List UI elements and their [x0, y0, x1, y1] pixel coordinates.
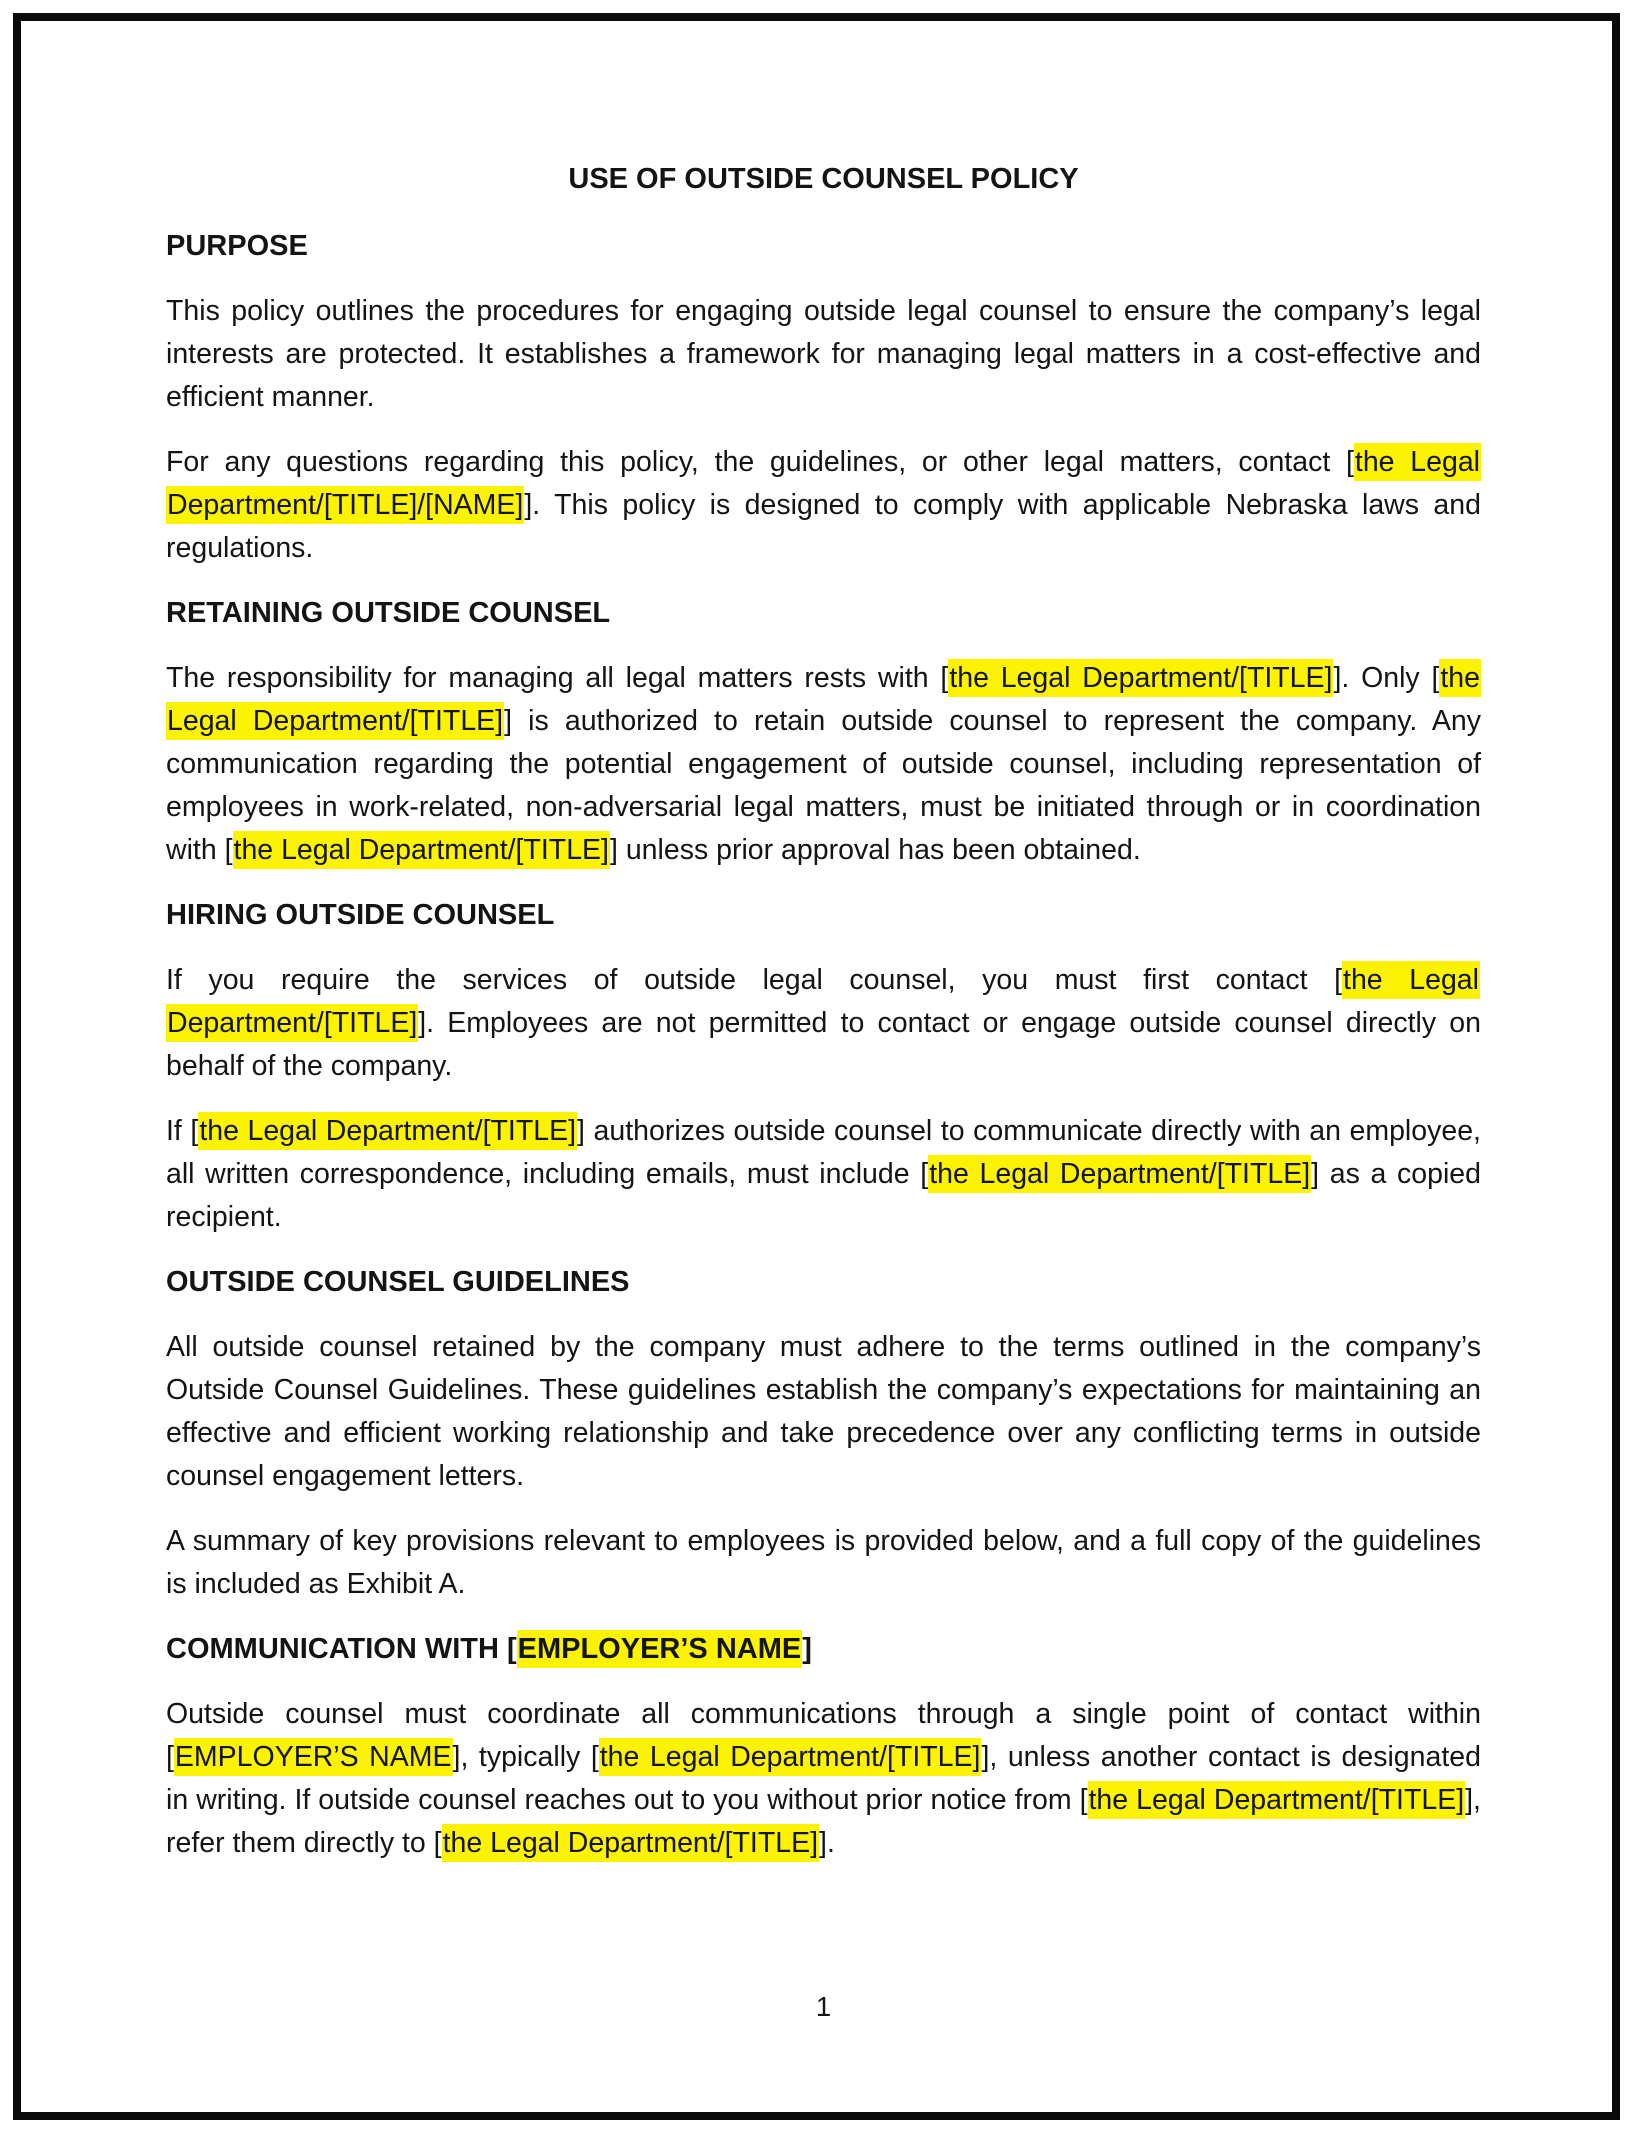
text-run: ] is authorized to retain outside counsel to represent the company. Any communication regarding the potential engagement of outside counsel, including representation of employees in work-related, non-adversarial legal matters, must be initiated through or in coordination with [: [166, 705, 1481, 866]
highlighted-placeholder: the Legal Department/[TITLE]: [198, 1112, 577, 1150]
highlighted-placeholder: the Legal Department/[TITLE]/[NAME]: [166, 443, 1481, 524]
paragraph: [166, 657, 1481, 872]
text-run: ] as a copied recipient.: [166, 1158, 1482, 1233]
section-heading: [166, 894, 1481, 937]
text-run: ]. This policy is designed to comply with applicable Nebraska laws and regulations.: [166, 489, 1481, 564]
text-run: ] unless prior approval has been obtained.: [609, 834, 1141, 866]
highlighted-placeholder: the Legal Department/[TITLE]: [442, 1824, 819, 1862]
text-run: PURPOSE: [166, 230, 308, 262]
paragraph: [166, 1110, 1481, 1239]
paragraph: [166, 290, 1481, 419]
text-run: ], typically [: [452, 1741, 599, 1773]
highlighted-placeholder: EMPLOYER’S NAME: [517, 1630, 803, 1668]
text-run: All outside counsel retained by the company must adhere to the terms outlined in the company’s Outside Counsel Guidelines. These guidelines establish the company’s expectations for maintaining an effective and efficient working relationship and take precedence over any conflicting terms in outside counsel engagement letters.: [166, 1331, 1481, 1492]
text-run: A summary of key provisions relevant to employees is provided below, and a full copy of the guidelines is included as Exhibit A.: [166, 1525, 1481, 1600]
text-run: RETAINING OUTSIDE COUNSEL: [166, 597, 611, 629]
highlighted-placeholder: the Legal Department/[TITLE]: [233, 831, 610, 869]
highlighted-placeholder: EMPLOYER’S NAME: [174, 1738, 453, 1776]
paragraph: [166, 959, 1481, 1088]
text-run: ]: [802, 1633, 812, 1665]
text-run: The responsibility for managing all legal matters rests with [: [166, 662, 949, 694]
text-run: If [: [166, 1115, 199, 1147]
section-heading: [166, 1261, 1481, 1304]
text-run: If you require the services of outside legal counsel, you must first contact [: [166, 964, 1343, 996]
text-run: ], unless another contact is designated in writing. If outside counsel reaches out to you without prior notice from [: [166, 1741, 1481, 1816]
document-content: [166, 158, 1481, 1887]
text-run: OUTSIDE COUNSEL GUIDELINES: [166, 1266, 630, 1298]
text-run: Outside counsel must coordinate all communications through a single point of contact within [: [166, 1698, 1481, 1773]
text-run: ]. Only [: [1333, 662, 1440, 694]
text-run: HIRING OUTSIDE COUNSEL: [166, 899, 555, 931]
text-run: For any questions regarding this policy, the guidelines, or other legal matters, contact [: [166, 446, 1354, 478]
text-run: ] authorizes outside counsel to communicate directly with an employee, all written correspondence, including emails, must include [: [166, 1115, 1481, 1190]
paragraph: [166, 441, 1481, 570]
section-heading: [166, 225, 1481, 268]
section-heading: [166, 1628, 1481, 1671]
highlighted-placeholder: the Legal Department/[TITLE]: [599, 1738, 982, 1776]
highlighted-placeholder: the Legal Department/[TITLE]: [166, 961, 1480, 1042]
paragraph: [166, 1326, 1481, 1498]
page-number: 1: [815, 1991, 832, 2022]
section-heading: [166, 592, 1481, 635]
highlighted-placeholder: the Legal Department/[TITLE]: [1088, 1781, 1466, 1819]
highlighted-placeholder: the Legal Department/[TITLE]: [928, 1155, 1311, 1193]
text-run: ].: [819, 1827, 835, 1859]
document-sections: [166, 225, 1481, 1865]
text-run: COMMUNICATION WITH [: [166, 1633, 517, 1665]
paragraph: [166, 1693, 1481, 1865]
text-run: This policy outlines the procedures for engaging outside legal counsel to ensure the company’s legal interests are protected. It establishes a framework for managing legal matters in a cost-effective and efficient manner.: [166, 295, 1481, 413]
highlighted-placeholder: the Legal Department/[TITLE]: [948, 659, 1333, 697]
text-run: ]. Employees are not permitted to contact or engage outside counsel directly on behalf of the company.: [166, 1007, 1481, 1082]
text-run: ], refer them directly to [: [166, 1784, 1481, 1859]
paragraph: [166, 1520, 1481, 1606]
highlighted-placeholder: the Legal Department/[TITLE]: [166, 659, 1481, 740]
document-title: USE OF OUTSIDE COUNSEL POLICY: [568, 163, 1079, 195]
